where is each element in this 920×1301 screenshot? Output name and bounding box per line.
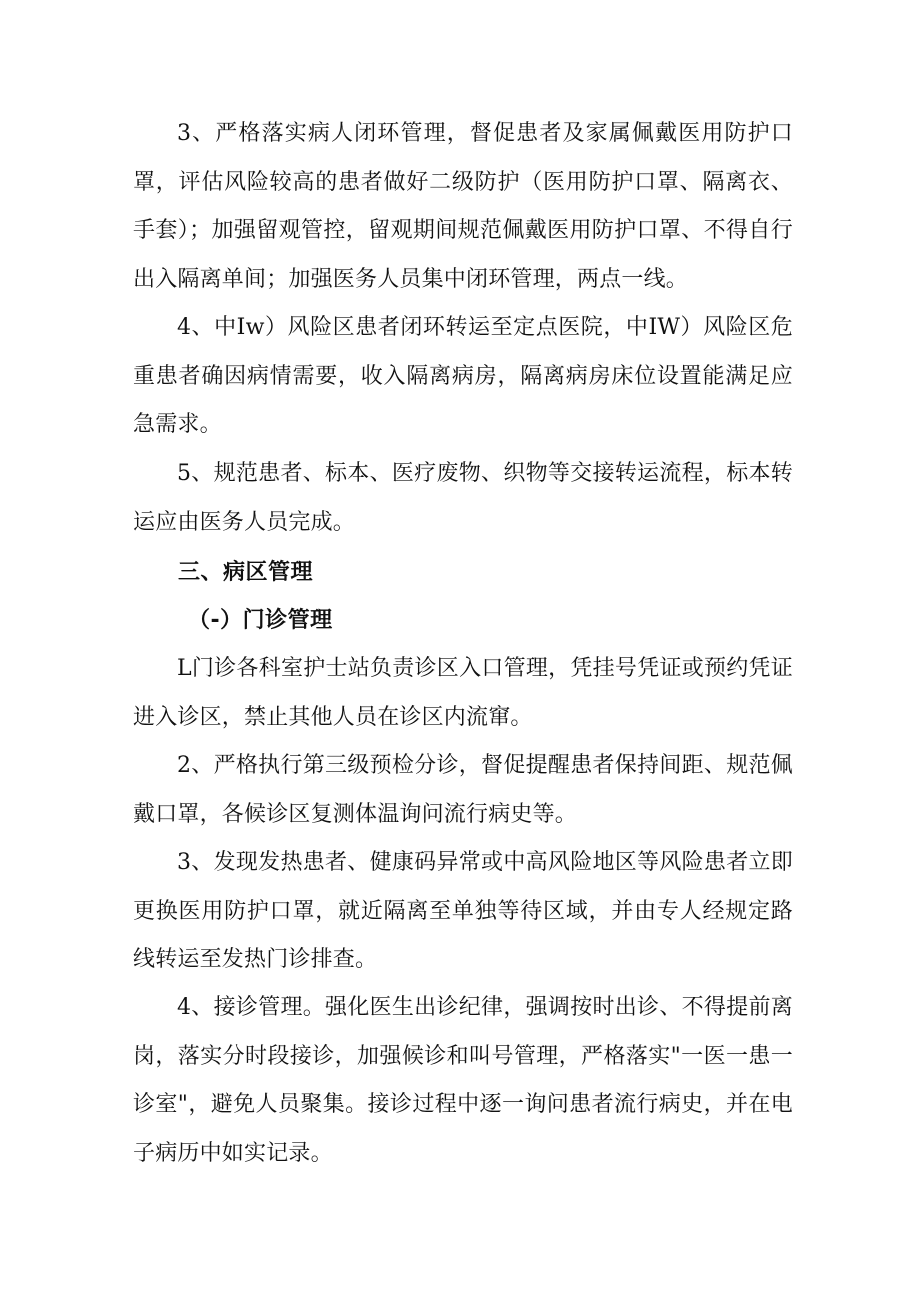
paragraph-closed-loop-management: 3、严格落实病人闭环管理，督促患者及家属佩戴医用防护口罩，评估风险较高的患者做好二级防护（医用防护口罩、隔离衣、手套）；加强留观管控，留观期间规范佩戴医用防护口罩、不得自行出入隔离单间；加强医务人员集中闭环管理，两点一线。 (133, 121, 793, 292)
section-heading: 三、病区管理 (178, 560, 314, 585)
paragraph-consultation-management: 4、接诊管理。强化医生出诊纪律，强调按时出诊、不得提前离岗，落实分时段接诊，加强候诊和叫号管理，严格落实"一医一患一诊室"，避免人员聚集。接诊过程中逐一询问患者流行病史，并在电子病历中如实记录。 (133, 995, 793, 1166)
paragraph-fever-patients: 3、发现发热患者、健康码异常或中高风险地区等风险患者立即更换医用防护口罩，就近隔离至单独等待区域，并由专人经规定路线转运至发热门诊排查。 (133, 850, 793, 972)
paragraph-triage: 2、严格执行第三级预检分诊，督促提醒患者保持间距、规范佩戴口罩，各候诊区复测体温询问流行病史等。 (133, 753, 793, 827)
paragraph-specimen-handover: 5、规范患者、标本、医疗废物、织物等交接转运流程，标本转运应由医务人员完成。 (133, 461, 793, 535)
subsection-heading: （-）门诊管理 (188, 608, 333, 633)
paragraph-patient-transfer: 4、中Iw）风险区患者闭环转运至定点医院，中IW）风险区危重患者确因病情需要，收入隔离病房，隔离病房床位设置能满足应急需求。 (133, 315, 793, 437)
paragraph-entrance-management: L门诊各科室护士站负责诊区入口管理，凭挂号凭证或预约凭证进入诊区，禁止其他人员在诊区内流窜。 (133, 656, 793, 730)
